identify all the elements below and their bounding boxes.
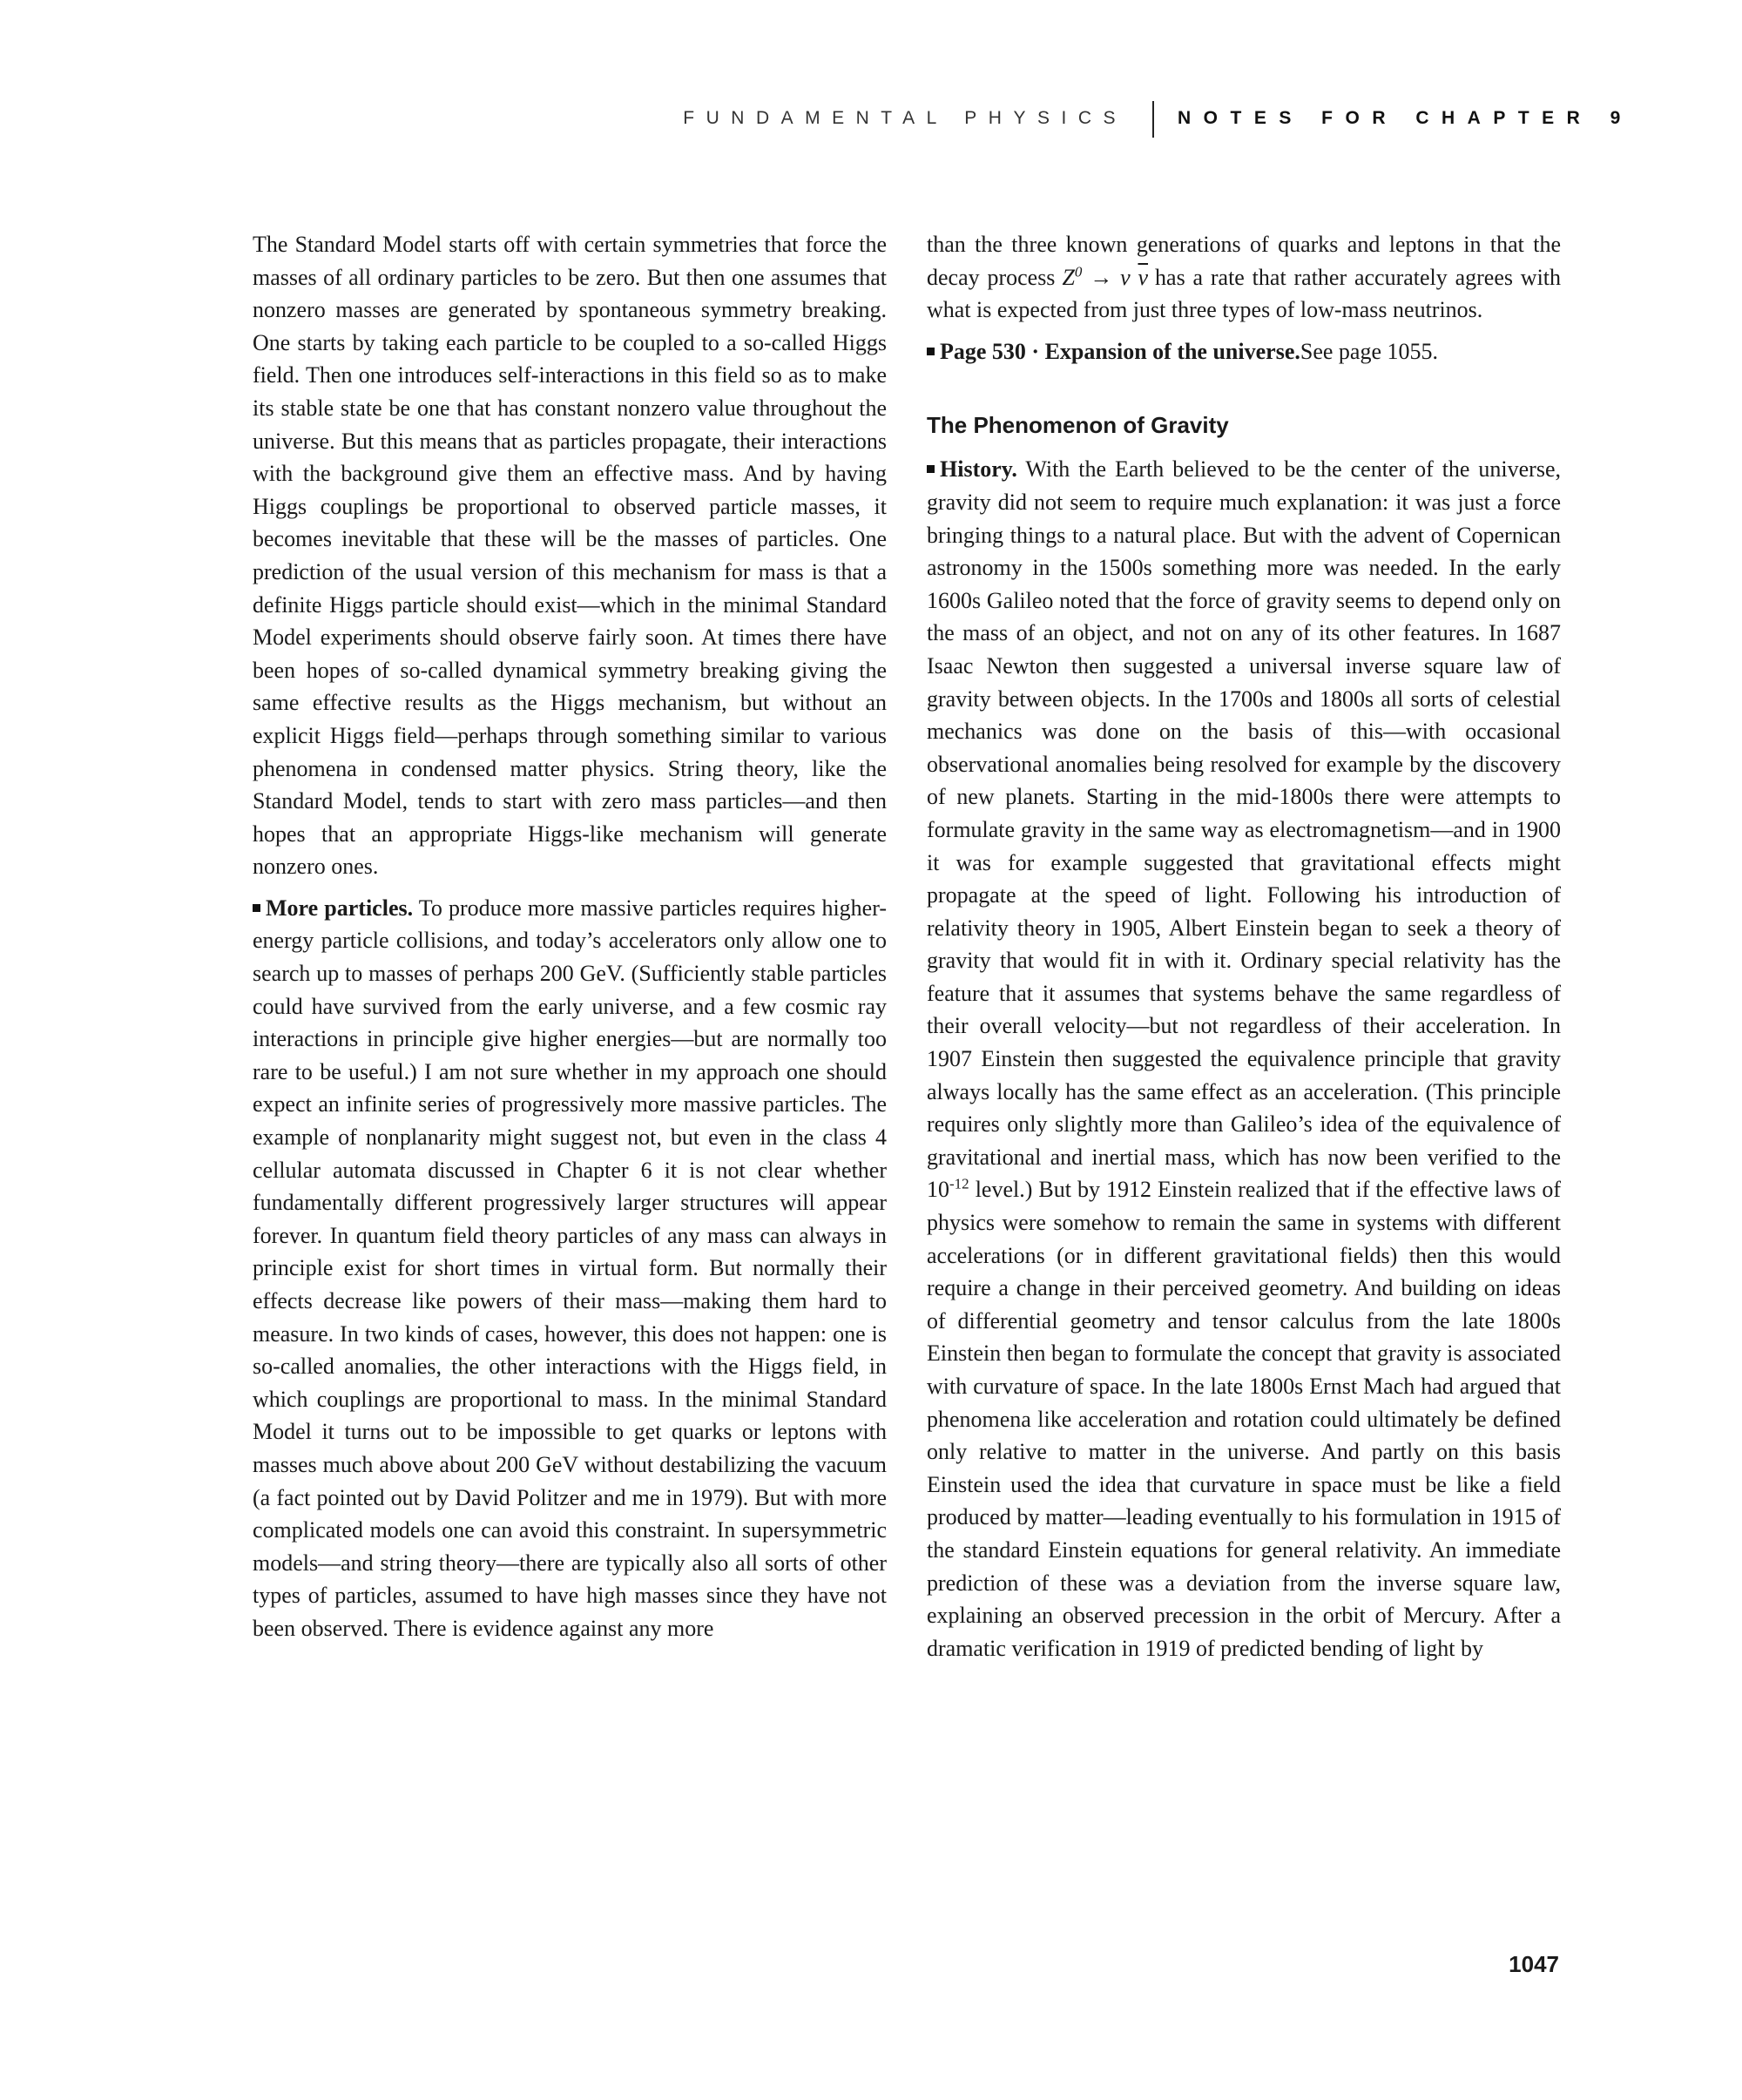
more-particles-note [253, 892, 887, 1645]
book-title: FUNDAMENTAL PHYSICS [683, 108, 1127, 128]
continuation-before: than the three known generations of quarks and leptons in that the decay process [927, 232, 1561, 290]
decay-formula [1055, 262, 1155, 290]
square-bullet-icon [927, 348, 935, 355]
more-particles-text: To produce more massive particles requires higher-energy particle collisions, and today’s accelerators only allow one to search up to masses of perhaps 200 GeV. (Sufficiently stable particles could have survived from the early universe, and a few cosmic ray interactions in principle give higher energies—but are normally too rare to be useful.) I am not sure whether in my approach one should expect an infinite series of progressively more massive particles. The example of nonplanarity might suggest not, but even in the class 4 cellular automata discussed in Chapter 6 it is not clear whether fundamentally different progressively larger structures will appear forever. In quantum field theory particles of any mass can always in principle exist for short times in virtual form. But normally their effects decrease like powers of their mass—making them hard to measure. In two kinds of cases, however, this does not happen: one is so-called anomalies, the other interactions with the Higgs field, in which couplings are proportional to mass. In the minimal Standard Model it turns out to be impossible to get quarks or leptons with masses much above about 200 GeV without destabilizing the vacuum (a fact pointed out by David Politzer and me in 1979). But with more complicated models one can avoid this constraint. In supersymmetric models—and string theory—there are typically also all sorts of other types of particles, assumed to have high masses since they have not been observed. There is evidence against any more [253, 895, 888, 1641]
history-note [927, 453, 1561, 1664]
right-column [927, 228, 1561, 1673]
history-exponent: -12 [949, 1175, 969, 1192]
antineutrino-symbol: $\overline{\nu}$ [1138, 264, 1149, 290]
continuation-after: has a rate that rather accurately agrees with what is expected from just three types of low-mass neutrinos. [927, 264, 1562, 323]
square-bullet-icon [927, 465, 935, 473]
continuation-paragraph [927, 228, 1561, 327]
chapter-label: NOTES FOR CHAPTER 9 [1178, 108, 1633, 128]
more-particles-title: More particles. [266, 895, 414, 921]
page-number: 1047 [1509, 1951, 1559, 1977]
arrow-symbol: → [1090, 264, 1113, 290]
left-column [253, 228, 887, 1654]
intro-paragraph: The Standard Model starts off with certain symmetries that force the masses of all ordinary particles to be zero. But then one assumes that nonzero masses are generated by spontaneous symmetry breaking. One starts by taking each particle to be coupled to a so-called Higgs field. Then one introduces self-interactions in this field so as to make its stable state be one that has constant nonzero value throughout the universe. But this means that as particles propagate, their interactions with the background give them an effective mass. And by having Higgs couplings be proportional to observed particle masses, it becomes inevitable that these will be the masses of particles. One prediction of the usual version of this mechanism for mass is that a definite Higgs particle should exist—which in the minimal Standard Model experiments should observe fairly soon. At times there have been hopes of so-called dynamical symmetry breaking giving the same effective results as the Higgs mechanism, but without an explicit Higgs field—perhaps through something similar to various phenomena in condensed matter physics. String theory, like the Standard Model, tends to start with zero mass particles—and then hopes that an appropriate Higgs-like mechanism will generate nonzero ones. [253, 232, 887, 880]
header-divider [1152, 101, 1154, 138]
square-bullet-icon [253, 904, 260, 912]
history-title: History. [940, 456, 1017, 483]
z-superscript: 0 [1074, 262, 1083, 280]
z-symbol: Z [1062, 264, 1075, 290]
page530-title: Page 530 · Expansion of the universe. [940, 338, 1300, 364]
neutrino-symbol: ν [1120, 264, 1131, 290]
history-text-part2: level.) But by 1912 Einstein realized that if the effective laws of physics were somehow to remain the same in systems with different accelerations (or in different gravitational fields) then this would require a change in their perceived geometry. And building on ideas of differential geometry and tensor calculus from the late 1800s Einstein then began to formulate the concept that gravity is associated with curvature of space. In the late 1800s Ernst Mach had argued that phenomena like acceleration and rotation could ultimately be defined only relative to matter in the universe. And partly on this basis Einstein used the idea that curvature in space must be like a field produced by matter—leading eventually to his formulation in 1915 of the standard Einstein equations for general relativity. An immediate prediction of these was a deviation from the inverse square law, explaining an observed precession in the orbit of Mercury. After a dramatic verification in 1919 of predicted bending of light by [927, 1177, 1561, 1661]
page530-note [927, 335, 1561, 368]
running-head [0, 101, 1633, 139]
page530-text: See page 1055. [1300, 338, 1438, 364]
history-text-part1: With the Earth believed to be the center of the universe, gravity did not seem to require much explanation: it was just a force bringing things to a natural place. But with the advent of Copernican astronomy in the 1500s something more was needed. In the early 1600s Galileo noted that the force of gravity seems to depend only on the mass of an object, and not on any of its other features. In 1687 Isaac Newton then suggested a universal inverse square law of gravity between objects. In the 1700s and 1800s all sorts of celestial mechanics was done on the basis of this—with occasional observational anomalies being resolved for example by the discovery of new planets. Starting in the mid-1800s there were attempts to formulate gravity in the same way as electromagnetism—and in 1900 it was for example suggested that gravitational effects might propagate at the speed of light. Following his introduction of relativity theory in 1905, Albert Einstein began to seek a theory of gravity that would fit in with it. Ordinary special relativity has the feature that it assumes that systems behave the same regardless of their overall velocity—but not regardless of their acceleration. In 1907 Einstein then suggested the equivalence principle that gravity always locally has the same effect as an acceleration. (This principle requires only slightly more than Galileo’s idea of the equivalence of gravitational and inertial mass, which has now been verified to the 10 [927, 456, 1562, 1203]
section-heading: The Phenomenon of Gravity [927, 412, 1229, 439]
